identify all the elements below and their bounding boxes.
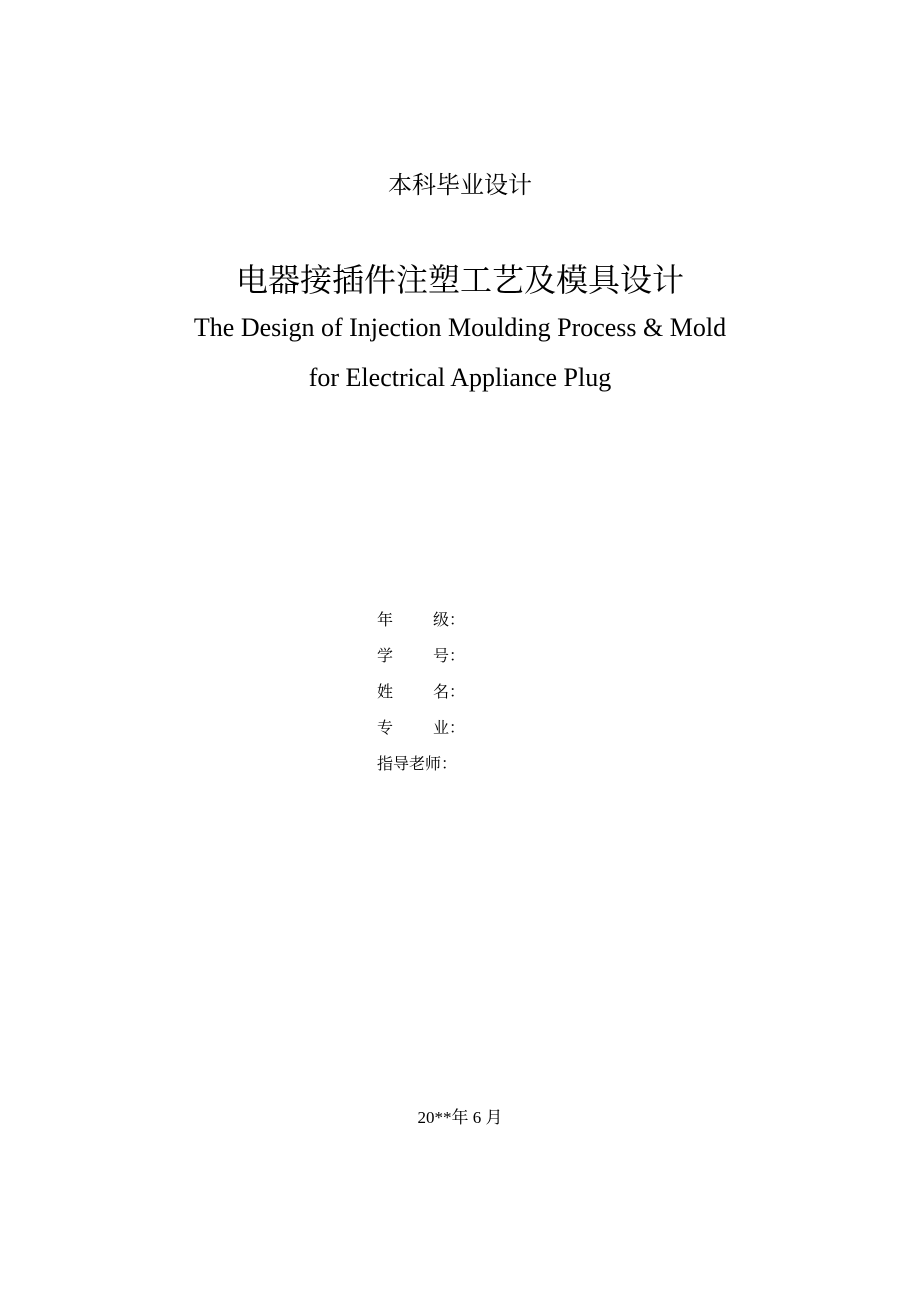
submission-date: 20**年 6 月 bbox=[417, 1108, 503, 1127]
info-label-student-id-char-1: 学 bbox=[377, 645, 394, 665]
info-label-student-id bbox=[377, 643, 449, 666]
degree-subtitle: 本科毕业设计 bbox=[388, 171, 532, 199]
thesis-title-english-line-1: The Design of Injection Moulding Process & Mold bbox=[193, 313, 727, 342]
info-label-major-char-1: 专 bbox=[377, 717, 394, 737]
info-colon: ： bbox=[449, 645, 466, 665]
info-label-name bbox=[377, 679, 449, 702]
info-label-advisor: 指导老师 bbox=[377, 753, 442, 773]
info-row-grade bbox=[377, 600, 677, 636]
info-colon: ： bbox=[449, 609, 466, 629]
info-label-major bbox=[377, 715, 449, 738]
info-row-major bbox=[377, 708, 677, 744]
info-row-name bbox=[377, 672, 677, 708]
info-label-grade-char-1: 年 bbox=[377, 609, 394, 629]
info-label-grade-char-2: 级 bbox=[432, 609, 449, 629]
info-label-name-char-2: 名 bbox=[432, 681, 449, 701]
info-label-grade bbox=[377, 607, 449, 630]
info-label-name-char-1: 姓 bbox=[377, 681, 394, 701]
info-row-student-id bbox=[377, 636, 677, 672]
info-colon: ： bbox=[449, 717, 466, 737]
thesis-title-english-line-2: for Electrical Appliance Plug bbox=[308, 363, 612, 392]
info-label-student-id-char-2: 号 bbox=[432, 645, 449, 665]
info-colon: ： bbox=[441, 753, 458, 773]
info-label-major-char-2: 业 bbox=[432, 717, 449, 737]
info-row-advisor bbox=[377, 744, 677, 780]
student-info-block bbox=[377, 600, 677, 780]
thesis-title-chinese: 电器接插件注塑工艺及模具设计 bbox=[235, 261, 684, 299]
info-colon: ： bbox=[449, 681, 466, 701]
